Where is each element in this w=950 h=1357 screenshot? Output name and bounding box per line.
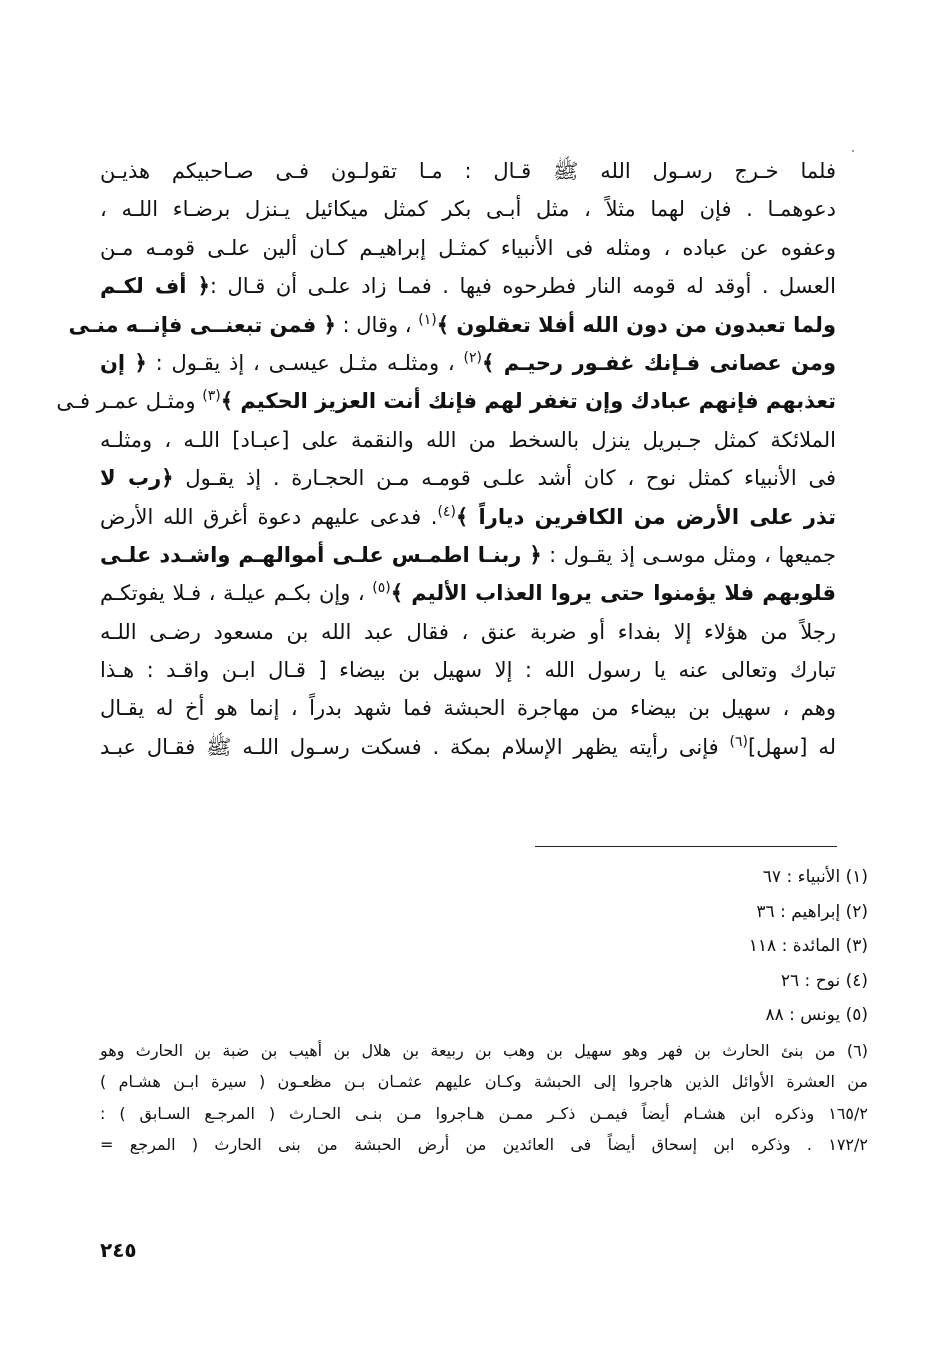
text-segment: فإنى رأيته يظهر الإسلام بمكة . فسكت رسـول اللـه ﷺ فقـال عبـد: [100, 734, 730, 759]
quran-quote-text: ولما تعبدون من دون الله أفلا تعقلون ﴾: [436, 312, 836, 337]
text-segment: فلما خـرج رسـول الله ﷺ قـال : مـا تقولـون فـى صـاحبيكم هذيـن: [100, 159, 836, 183]
text-segment: له [سهل]: [747, 734, 836, 759]
footnotes-block: [100, 860, 868, 1161]
text-line: [100, 229, 836, 267]
quran-quote-text: تعذبهم فإنهم عبادك وإن تغفر لهم فإنك أنت العزيز الحكيم ﴾: [220, 389, 836, 414]
text-line: [100, 651, 836, 689]
footnote-reference: (٤): [437, 503, 456, 520]
text-line: [100, 344, 836, 382]
text-line: [68, 306, 836, 344]
text-segment: تبارك وتعالى عنه يا رسول الله : إلا سهيل بن بيضاء [ قـال ابـن واقـد : هـذا: [100, 658, 836, 683]
text-segment: وعفوه عن عباده ، ومثله فى الأنبياء كمثـل إبراهيـم كـان ألين علـى قومـه مـن: [100, 235, 836, 260]
text-segment: وهم ، سهيل بن بيضاء من مهاجرة الحبشة فما شهد بدراً ، إنما هو أخ له يقـال: [100, 696, 836, 721]
text-line: [100, 498, 836, 536]
text-line: [100, 459, 836, 497]
text-segment: الملائكة كمثل جـبريل ينزل بالسخط من الله والنقمة على [عبـاد] اللـه ، ومثلـه: [100, 427, 836, 452]
text-segment: جميعها ، ومثل موسـى إذ يقـول :: [541, 542, 836, 567]
text-line: [100, 574, 836, 612]
footnote-reference: (١): [418, 311, 437, 328]
quran-quote-text: قلوبهم فلا يؤمنوا حتى يروا العذاب الأليم ﴾: [390, 581, 836, 606]
footnote-4: (٤) نوح : ٢٦: [780, 970, 868, 991]
quran-quote-text: ﴿ ربنـا اطمـس علـى أموالهـم واشـدد علـى: [100, 542, 542, 567]
text-segment: ، ومثلـه مثـل عيسـى ، إذ يقـول :: [146, 350, 464, 375]
footnote-6-line-1: (٦) من بنئ الحارث بن فهر وهو سهيل بن وهب بن ربيعة بن هلال بن أهيب بن ضبة بن الحارث وهو: [100, 1040, 868, 1060]
footnote-2: (٢) إبراهيم : ٣٦: [756, 901, 868, 922]
quran-quote-text: ﴿ فمن تبعنــى فإنــه منـى: [68, 312, 336, 337]
main-text-block: [56, 152, 836, 766]
text-segment: فى الأنبياء كمثل نوح ، كان أشد علـى قومـه مـن الحجـارة . إذ يقـول: [173, 466, 836, 491]
quran-quote-text: ﴿ أف لكـم: [100, 274, 210, 299]
text-line: [100, 613, 836, 651]
text-segment: . فدعى عليهم دعوة أغرق الله الأرض: [100, 504, 438, 529]
text-segment: ، وإن بكـم عيلـة ، فـلا يفوتكـم: [100, 581, 373, 606]
footnote-reference: (٦): [729, 733, 748, 750]
text-line: [100, 190, 836, 228]
text-segment: رجلاً من هؤلاء إلا بفداء أو ضربة عنق ، فقال عبد الله بن مسعود رضـى اللـه: [100, 619, 836, 644]
footnote-6-line-4: ١٧٢/٢ . وذكره ابن إسحاق أيضاً فى العائدين من أرض الحبشة من بنى الحارث ( المرجع =: [100, 1135, 868, 1155]
footnote-1: (١) الأنبياء : ٦٧: [762, 867, 868, 887]
footnote-reference: (٣): [202, 388, 221, 405]
text-segment: دعوهمـا . فإن لهما مثلاً ، مثل أبـى بكر كمثل ميكائيل يـنزل برضـاء اللـه ،: [100, 197, 836, 222]
text-line: [100, 267, 836, 305]
text-line: [56, 382, 836, 420]
page-number: ٢٤٥: [100, 1238, 137, 1262]
quran-quote-text: ومن عصانى فـإنك غفـور رحيـم ﴾: [481, 350, 836, 375]
quran-quote-text: ﴿ إن: [100, 350, 147, 375]
text-line: [100, 728, 836, 766]
footnote-3: (٣) المائدة : ١١٨: [748, 936, 868, 957]
footnote-reference: (٢): [463, 349, 482, 366]
quran-quote-text: تذر على الأرض من الكافرين دياراً ﴾: [455, 504, 836, 529]
text-line: [100, 152, 836, 190]
text-segment: ومثـل عمـر فـى: [56, 389, 203, 414]
footnote-5: (٥) يونس : ٨٨: [765, 1005, 868, 1026]
footnote-6-line-3: ١٦٥/٢ وذكره ابن هشـام أيضاً فيمـن ذكـر ممـن هـاجروا مـن بنـى الحـارث ( المرجـع السـابق ) :: [100, 1103, 868, 1123]
text-segment: العسل . أوقد له قومه النار فطرحوه فيها . فمـا زاد علـى أن قـال :: [209, 274, 836, 299]
footnote-6-line-2: من العشرة الأوائل الذين هاجروا إلى الحبشة وكـان عليهم عثمـان بـن مظعـون ( سيرة ابـن هشـام ): [100, 1072, 868, 1092]
scan-speck: [852, 150, 854, 152]
footnote-reference: (٥): [372, 580, 391, 597]
footnote-separator-rule: [535, 846, 837, 847]
text-line: [100, 689, 836, 727]
text-line: [100, 421, 836, 459]
text-line: [100, 536, 836, 574]
text-segment: ، وقال :: [335, 312, 419, 337]
quran-quote-text: ﴿رب لا: [100, 466, 174, 491]
